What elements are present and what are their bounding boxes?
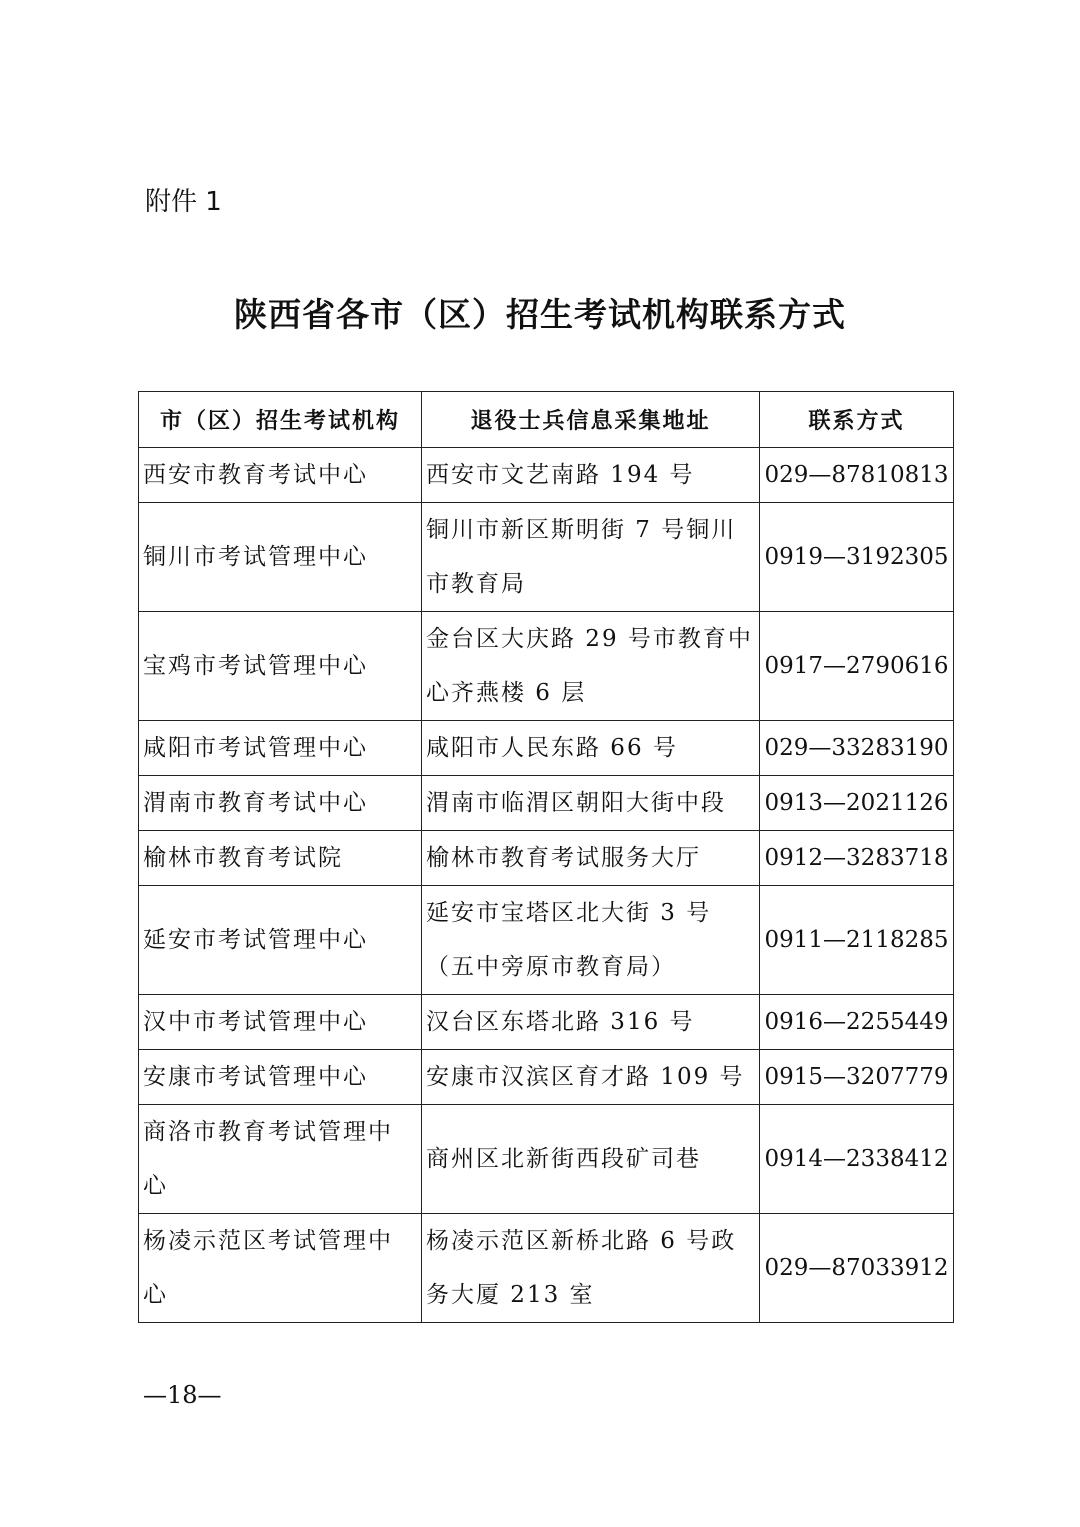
header-address: 退役士兵信息采集地址 (422, 392, 760, 448)
address-cell: 安康市汉滨区育才路 109 号 (422, 1050, 760, 1105)
agency-cell: 渭南市教育考试中心 (139, 776, 422, 831)
phone-cell: 0915—3207779 (760, 1050, 954, 1105)
header-contact: 联系方式 (760, 392, 954, 448)
agency-cell: 杨凌示范区考试管理中心 (139, 1214, 422, 1323)
agency-cell: 咸阳市考试管理中心 (139, 721, 422, 776)
phone-cell: 0911—2118285 (760, 886, 954, 995)
address-cell: 渭南市临渭区朝阳大街中段 (422, 776, 760, 831)
phone-cell: 0912—3283718 (760, 831, 954, 886)
phone-cell: 0913—2021126 (760, 776, 954, 831)
page-title: 陕西省各市（区）招生考试机构联系方式 (234, 295, 846, 334)
address-cell: 杨凌示范区新桥北路 6 号政务大厦 213 室 (422, 1214, 760, 1323)
table-row (139, 776, 954, 831)
phone-cell: 0919—3192305 (760, 503, 954, 612)
table-row (139, 448, 954, 503)
contacts-table (138, 391, 954, 1323)
table-row (139, 1105, 954, 1214)
attachment-label: 附件 1 (145, 187, 222, 217)
phone-cell: 0916—2255449 (760, 995, 954, 1050)
phone-cell: 029—87810813 (760, 448, 954, 503)
phone-cell: 0917—2790616 (760, 612, 954, 721)
table-row (139, 995, 954, 1050)
phone-cell: 0914—2338412 (760, 1105, 954, 1214)
agency-cell: 西安市教育考试中心 (139, 448, 422, 503)
agency-cell: 汉中市考试管理中心 (139, 995, 422, 1050)
address-cell: 延安市宝塔区北大街 3 号（五中旁原市教育局） (422, 886, 760, 995)
phone-cell: 029—87033912 (760, 1214, 954, 1323)
table-row (139, 1214, 954, 1323)
agency-cell: 铜川市考试管理中心 (139, 503, 422, 612)
address-cell: 咸阳市人民东路 66 号 (422, 721, 760, 776)
address-cell: 金台区大庆路 29 号市教育中心齐燕楼 6 层 (422, 612, 760, 721)
table-row (139, 721, 954, 776)
agency-cell: 榆林市教育考试院 (139, 831, 422, 886)
agency-cell: 安康市考试管理中心 (139, 1050, 422, 1105)
address-cell: 榆林市教育考试服务大厅 (422, 831, 760, 886)
table-row (139, 831, 954, 886)
table-row (139, 1050, 954, 1105)
agency-cell: 宝鸡市考试管理中心 (139, 612, 422, 721)
agency-cell: 商洛市教育考试管理中心 (139, 1105, 422, 1214)
table-row (139, 612, 954, 721)
address-cell: 铜川市新区斯明街 7 号铜川市教育局 (422, 503, 760, 612)
table-row (139, 503, 954, 612)
agency-cell: 延安市考试管理中心 (139, 886, 422, 995)
header-agency: 市（区）招生考试机构 (139, 392, 422, 448)
address-cell: 西安市文艺南路 194 号 (422, 448, 760, 503)
address-cell: 商州区北新街西段矿司巷 (422, 1105, 760, 1214)
page-number: —18— (143, 1381, 222, 1409)
table-header-row (139, 392, 954, 448)
table-row (139, 886, 954, 995)
phone-cell: 029—33283190 (760, 721, 954, 776)
address-cell: 汉台区东塔北路 316 号 (422, 995, 760, 1050)
